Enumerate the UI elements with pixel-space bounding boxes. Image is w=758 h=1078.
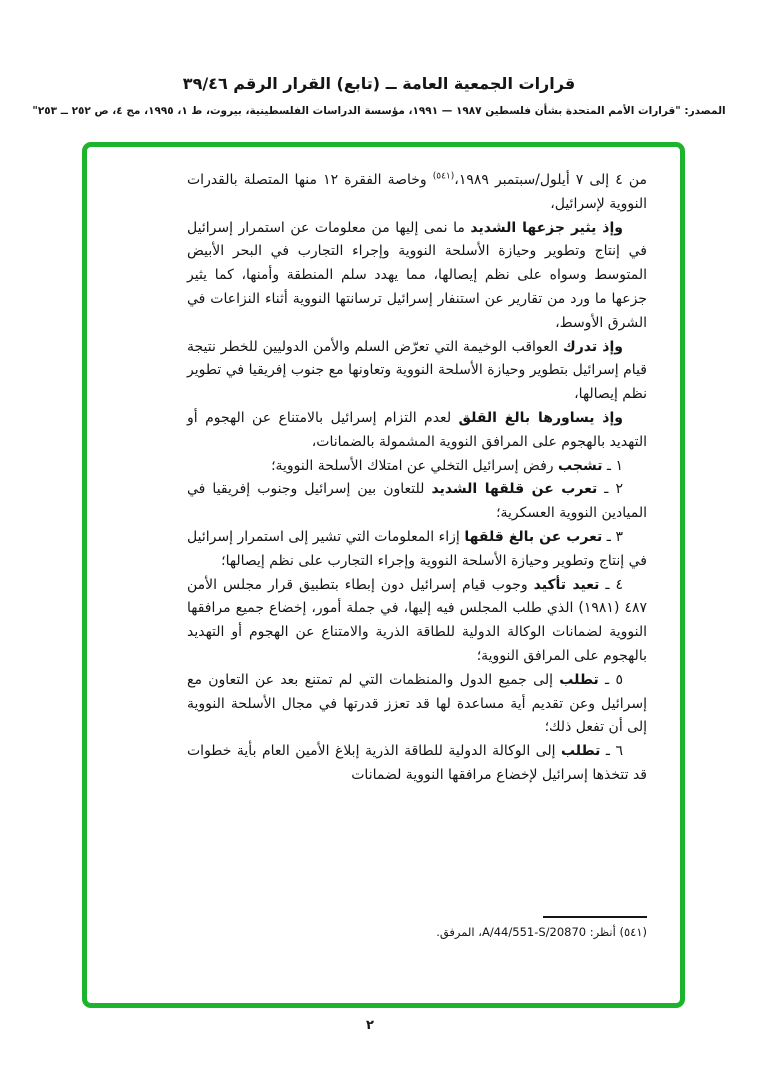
footnote-divider — [543, 916, 647, 918]
operative-item-6 — [187, 740, 647, 788]
page-number: ٢ — [366, 1018, 374, 1033]
preamble-paragraph-1 — [187, 217, 647, 336]
item-number-2: ٢ — [615, 481, 623, 498]
item-text-4: وجوب قيام إسرائيل دون إبطاء بتطبيق قرار مجلس الأمن ٤٨٧ (١٩٨١) الذي طلب المجلس فيه إليها، في جملة أمور، إخضاع جميع مرافقها النووية لضمانات الوكالة الدولية للطاقة الذرية والامتناع عن الهجوم أو التهديد بالهجوم على المرافق النووية؛ — [187, 576, 647, 664]
operative-item-5 — [187, 669, 647, 740]
preamble-lead-3: وإذ يساورها بالغ القلق — [458, 409, 623, 426]
page-title: قرارات الجمعية العامة ــ (تابع) القرار الرقم ٣٩/٤٦ — [182, 74, 576, 93]
item-number-4: ٤ — [615, 576, 623, 593]
item-lead-3: تعرب عن بالغ قلقها — [464, 528, 603, 545]
item-separator: ـ — [600, 743, 616, 760]
item-separator: ـ — [602, 457, 616, 474]
item-lead-5: تطلب — [559, 671, 599, 688]
operative-item-3 — [187, 526, 647, 574]
operative-item-2 — [187, 478, 647, 526]
footnote — [187, 916, 647, 939]
item-lead-6: تطلب — [560, 743, 601, 760]
operative-item-1 — [187, 455, 647, 479]
item-separator: ـ — [599, 576, 616, 593]
preamble-text-1: ما نمى إليها من معلومات عن استمرار إسرائيل في إنتاج وتطوير وحيازة الأسلحة النووية وإجراء التجارب في البحر الأبيض المتوسط وسواه على نظم إيصالها، مما يهدد سلم المنطقة وأمنها، كما يثير جزعها ما ورد من تقارير عن استنفار إسرائيل ترسانتها النووية أثناء النزاعات في الشرق الأوسط، — [187, 219, 647, 331]
item-number-3: ٣ — [615, 528, 623, 545]
footnote-marker: (٥٤١) — [432, 171, 455, 182]
item-number-1: ١ — [615, 457, 623, 474]
preamble-lead-2: وإذ تدرك — [562, 338, 623, 355]
item-separator: ـ — [602, 528, 616, 545]
footnote-label: (٥٤١) أنظر: — [586, 925, 647, 939]
preamble-paragraph-2 — [187, 336, 647, 407]
footnote-document-reference: A/44/551-S/20870 — [482, 925, 587, 939]
preamble-paragraph-3 — [187, 407, 647, 455]
opening-text-after: وخاصة الفقرة ١٢ منها المتصلة بالقدرات النووية لإسرائيل، — [187, 172, 647, 212]
operative-item-4 — [187, 574, 647, 669]
preamble-text-2: العواقب الوخيمة التي تعرّض السلم والأمن الدوليين للخطر نتيجة قيام إسرائيل بتطوير وحيازة الأسلحة النووية وتعاونها مع جنوب إفريقيا في تطوير نظم إيصالها، — [187, 338, 647, 403]
source-line: المصدر: "قرارات الأمم المتحدة بشأن فلسطين ١٩٨٧ — ١٩٩١، مؤسسة الدراسات الفلسطينية، بيروت، ط ١، ١٩٩٥، مج ٤، ص ٢٥٢ ــ ٢٥٣" — [32, 105, 726, 117]
preamble-lead-1: وإذ يثير جزعها الشديد — [470, 219, 623, 236]
item-separator: ـ — [598, 671, 616, 688]
document-frame — [82, 142, 685, 1008]
item-separator: ـ — [597, 481, 616, 498]
opening-paragraph — [187, 169, 647, 217]
item-text-6: إلى الوكالة الدولية للطاقة الذرية إبلاغ الأمين العام بأية خطوات قد تتخذها إسرائيل لإخضاع مرافقها النووية لضمانات — [187, 743, 647, 783]
item-text-1: رفض إسرائيل التخلي عن امتلاك الأسلحة النووية؛ — [271, 457, 559, 474]
resolution-text — [187, 169, 647, 788]
preamble-text-3: لعدم التزام إسرائيل بالامتناع عن الهجوم أو التهديد بالهجوم على المرافق النووية المشمولة بالضمانات، — [187, 409, 647, 450]
item-lead-4: تعيد تأكيد — [533, 576, 600, 593]
item-lead-2: تعرب عن قلقها الشديد — [431, 481, 598, 498]
footnote-text — [187, 925, 647, 939]
item-number-6: ٦ — [615, 743, 623, 760]
item-text-3: إزاء المعلومات التي تشير إلى استمرار إسرائيل في إنتاج وتطوير وحيازة الأسلحة النووية وإجراء التجارب على نظم إيصالها؛ — [187, 528, 647, 569]
opening-text-before: من ٤ إلى ٧ أيلول/سبتمبر ١٩٨٩، — [454, 172, 647, 188]
item-number-5: ٥ — [615, 671, 623, 688]
footnote-tail: ، المرفق. — [436, 925, 482, 939]
item-lead-1: تشجب — [558, 457, 603, 474]
item-text-5: إلى جميع الدول والمنظمات التي لم تمتنع بعد عن التعاون مع إسرائيل وعن تقديم أية مساعدة لها قد تعزز قدرتها في مجال الأسلحة النووية إلى أن تفعل ذلك؛ — [187, 671, 647, 736]
item-text-2: للتعاون بين إسرائيل وجنوب إفريقيا في الميادين النووية العسكرية؛ — [187, 481, 647, 522]
